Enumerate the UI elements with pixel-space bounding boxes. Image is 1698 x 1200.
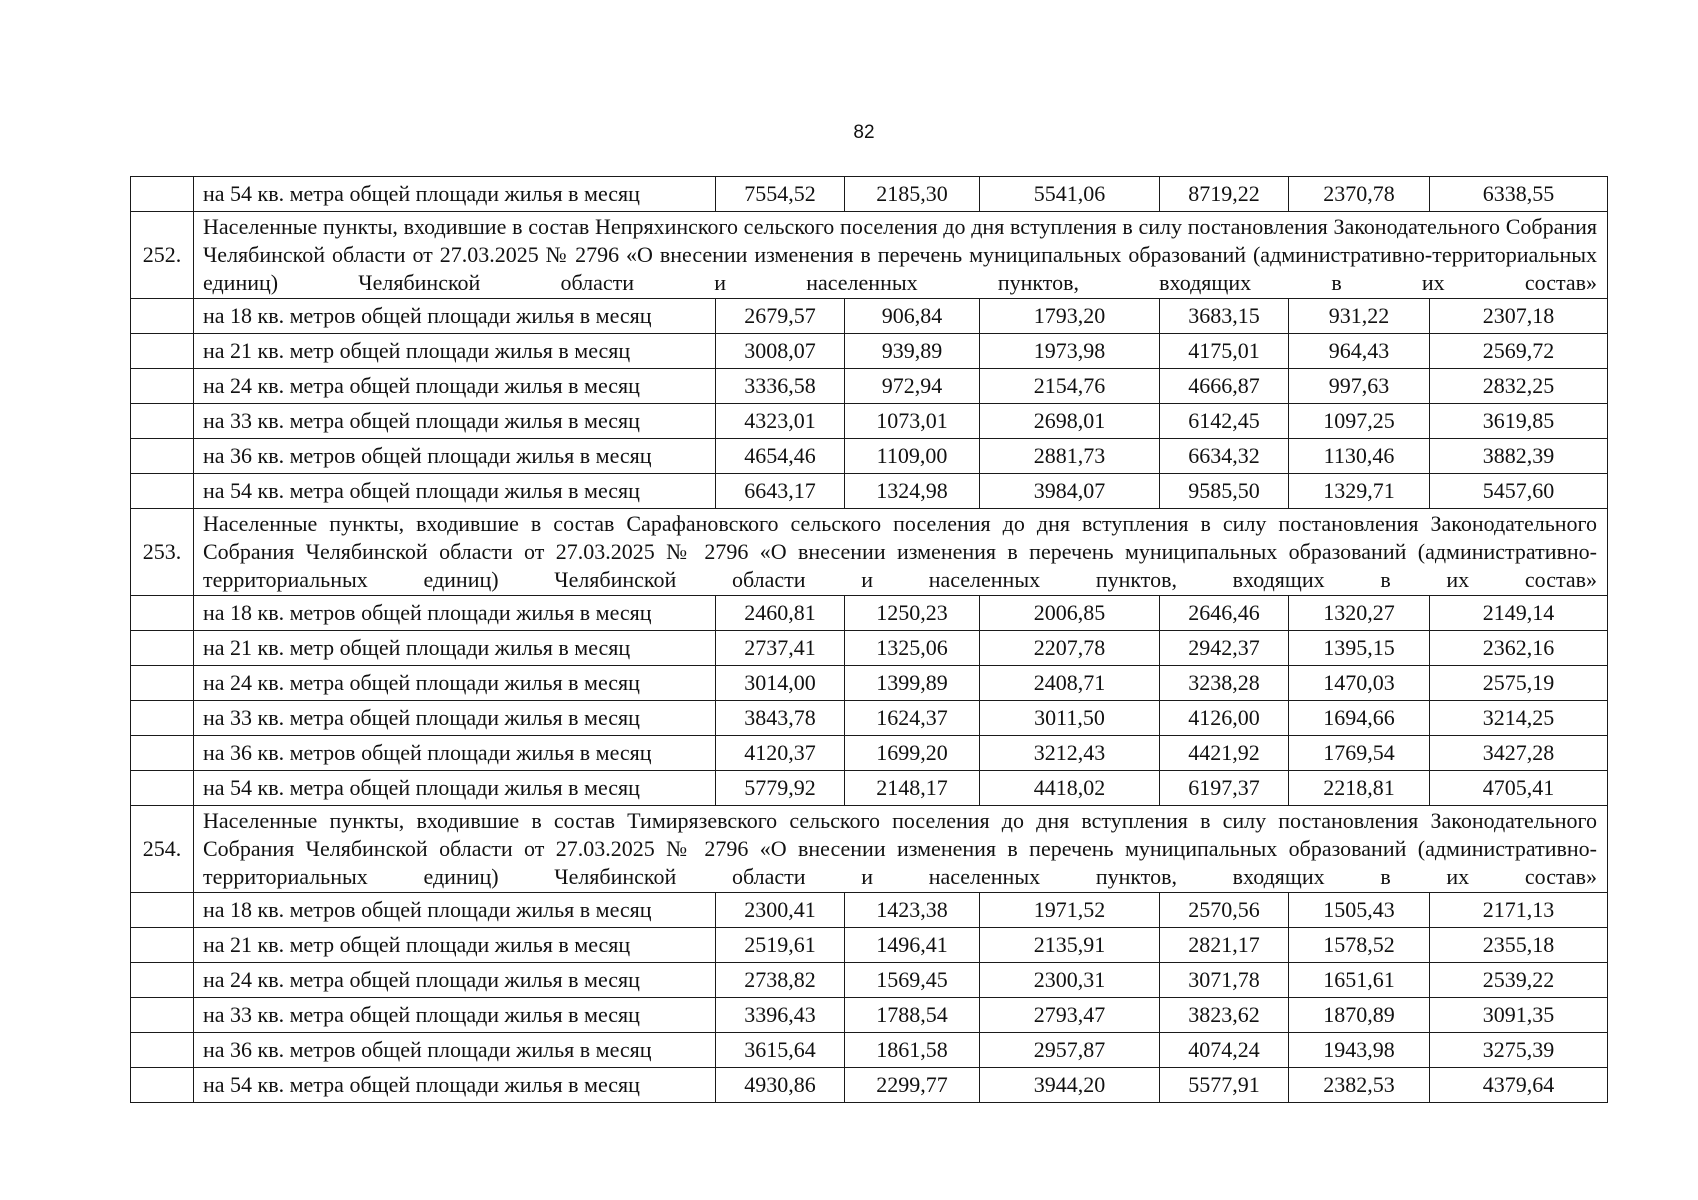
value-cell: 3091,35	[1430, 998, 1608, 1033]
table-row	[131, 1033, 1608, 1068]
value-cell: 4654,46	[716, 439, 845, 474]
row-label: на 21 кв. метр общей площади жилья в месяц	[194, 334, 716, 369]
value-cell: 3275,39	[1430, 1033, 1608, 1068]
table-row	[131, 998, 1608, 1033]
value-cell: 2382,53	[1289, 1068, 1430, 1103]
row-number-cell	[131, 596, 194, 631]
table-row	[131, 369, 1608, 404]
row-label: на 54 кв. метра общей площади жилья в месяц	[194, 1068, 716, 1103]
row-number-cell	[131, 404, 194, 439]
value-cell: 5779,92	[716, 771, 845, 806]
row-number-cell	[131, 666, 194, 701]
value-cell: 2737,41	[716, 631, 845, 666]
row-label: на 36 кв. метров общей площади жилья в месяц	[194, 1033, 716, 1068]
row-number-cell	[131, 928, 194, 963]
value-cell: 1699,20	[845, 736, 980, 771]
value-cell: 1861,58	[845, 1033, 980, 1068]
value-cell: 2942,37	[1160, 631, 1289, 666]
value-cell: 4323,01	[716, 404, 845, 439]
value-cell: 4126,00	[1160, 701, 1289, 736]
value-cell: 3843,78	[716, 701, 845, 736]
row-number-cell	[131, 177, 194, 212]
row-number-cell	[131, 771, 194, 806]
value-cell: 2575,19	[1430, 666, 1608, 701]
value-cell: 9585,50	[1160, 474, 1289, 509]
value-cell: 2881,73	[980, 439, 1160, 474]
value-cell: 6142,45	[1160, 404, 1289, 439]
table-row	[131, 177, 1608, 212]
value-cell: 2698,01	[980, 404, 1160, 439]
table-row	[131, 474, 1608, 509]
table-row	[131, 334, 1608, 369]
row-label: на 33 кв. метра общей площади жилья в месяц	[194, 404, 716, 439]
row-number-cell	[131, 893, 194, 928]
value-cell: 2957,87	[980, 1033, 1160, 1068]
value-cell: 3336,58	[716, 369, 845, 404]
value-cell: 2519,61	[716, 928, 845, 963]
section-number: 254.	[131, 806, 194, 893]
value-cell: 1788,54	[845, 998, 980, 1033]
value-cell: 1578,52	[1289, 928, 1430, 963]
value-cell: 3212,43	[980, 736, 1160, 771]
row-label: на 18 кв. метров общей площади жилья в месяц	[194, 893, 716, 928]
value-cell: 906,84	[845, 299, 980, 334]
table-row	[131, 771, 1608, 806]
table-row	[131, 299, 1608, 334]
value-cell: 2460,81	[716, 596, 845, 631]
value-cell: 1505,43	[1289, 893, 1430, 928]
section-header-row	[131, 212, 1608, 299]
value-cell: 1694,66	[1289, 701, 1430, 736]
value-cell: 2148,17	[845, 771, 980, 806]
row-number-cell	[131, 998, 194, 1033]
row-label: на 36 кв. метров общей площади жилья в месяц	[194, 736, 716, 771]
value-cell: 1973,98	[980, 334, 1160, 369]
row-label: на 33 кв. метра общей площади жилья в месяц	[194, 998, 716, 1033]
value-cell: 7554,52	[716, 177, 845, 212]
value-cell: 6338,55	[1430, 177, 1608, 212]
row-number-cell	[131, 439, 194, 474]
value-cell: 2832,25	[1430, 369, 1608, 404]
value-cell: 997,63	[1289, 369, 1430, 404]
table-row	[131, 666, 1608, 701]
value-cell: 3238,28	[1160, 666, 1289, 701]
value-cell: 4120,37	[716, 736, 845, 771]
row-label: на 24 кв. метра общей площади жилья в месяц	[194, 963, 716, 998]
value-cell: 3944,20	[980, 1068, 1160, 1103]
value-cell: 1624,37	[845, 701, 980, 736]
value-cell: 2307,18	[1430, 299, 1608, 334]
value-cell: 2355,18	[1430, 928, 1608, 963]
value-cell: 5541,06	[980, 177, 1160, 212]
value-cell: 931,22	[1289, 299, 1430, 334]
value-cell: 2154,76	[980, 369, 1160, 404]
value-cell: 3823,62	[1160, 998, 1289, 1033]
value-cell: 3008,07	[716, 334, 845, 369]
value-cell: 1870,89	[1289, 998, 1430, 1033]
value-cell: 2300,31	[980, 963, 1160, 998]
row-number-cell	[131, 736, 194, 771]
value-cell: 2171,13	[1430, 893, 1608, 928]
value-cell: 1324,98	[845, 474, 980, 509]
value-cell: 1423,38	[845, 893, 980, 928]
table-row	[131, 404, 1608, 439]
value-cell: 1470,03	[1289, 666, 1430, 701]
table-body	[131, 177, 1608, 1103]
row-label: на 21 кв. метр общей площади жилья в месяц	[194, 631, 716, 666]
value-cell: 972,94	[845, 369, 980, 404]
value-cell: 3011,50	[980, 701, 1160, 736]
value-cell: 2679,57	[716, 299, 845, 334]
table-row	[131, 928, 1608, 963]
value-cell: 3615,64	[716, 1033, 845, 1068]
value-cell: 6197,37	[1160, 771, 1289, 806]
value-cell: 2646,46	[1160, 596, 1289, 631]
row-label: на 21 кв. метр общей площади жилья в месяц	[194, 928, 716, 963]
value-cell: 1073,01	[845, 404, 980, 439]
value-cell: 4175,01	[1160, 334, 1289, 369]
table-row	[131, 736, 1608, 771]
value-cell: 4379,64	[1430, 1068, 1608, 1103]
section-description: Населенные пункты, входившие в состав Непряхинского сельского поселения до дня вступления в силу постановления Законодательного Собрания Челябинской области от 27.03.2025 № 2796 «О внесении изменения в перечень муниципальных образований (административно-территориальных единиц) Челябинской области и населенных пунктов, входящих в их состав»	[194, 212, 1608, 299]
value-cell: 1250,23	[845, 596, 980, 631]
row-number-cell	[131, 631, 194, 666]
value-cell: 4666,87	[1160, 369, 1289, 404]
value-cell: 1130,46	[1289, 439, 1430, 474]
section-description: Населенные пункты, входившие в состав Тимирязевского сельского поселения до дня вступления в силу постановления Законодательного Собрания Челябинской области от 27.03.2025 № 2796 «О внесении изменения в перечень муниципальных образований (административно-территориальных единиц) Челябинской области и населенных пунктов, входящих в их состав»	[194, 806, 1608, 893]
value-cell: 2185,30	[845, 177, 980, 212]
value-cell: 5577,91	[1160, 1068, 1289, 1103]
value-cell: 2539,22	[1430, 963, 1608, 998]
value-cell: 4074,24	[1160, 1033, 1289, 1068]
value-cell: 1971,52	[980, 893, 1160, 928]
table-row	[131, 596, 1608, 631]
section-description: Населенные пункты, входившие в состав Сарафановского сельского поселения до дня вступления в силу постановления Законодательного Собрания Челябинской области от 27.03.2025 № 2796 «О внесении изменения в перечень муниципальных образований (административно-территориальных единиц) Челябинской области и населенных пунктов, входящих в их состав»	[194, 509, 1608, 596]
value-cell: 2135,91	[980, 928, 1160, 963]
value-cell: 3396,43	[716, 998, 845, 1033]
section-header-row	[131, 509, 1608, 596]
value-cell: 1496,41	[845, 928, 980, 963]
value-cell: 3214,25	[1430, 701, 1608, 736]
value-cell: 3882,39	[1430, 439, 1608, 474]
row-number-cell	[131, 963, 194, 998]
value-cell: 3014,00	[716, 666, 845, 701]
value-cell: 2362,16	[1430, 631, 1608, 666]
value-cell: 1395,15	[1289, 631, 1430, 666]
value-cell: 964,43	[1289, 334, 1430, 369]
value-cell: 1943,98	[1289, 1033, 1430, 1068]
value-cell: 4418,02	[980, 771, 1160, 806]
value-cell: 3619,85	[1430, 404, 1608, 439]
page-number: 82	[853, 122, 875, 143]
value-cell: 1097,25	[1289, 404, 1430, 439]
value-cell: 3427,28	[1430, 736, 1608, 771]
row-label: на 54 кв. метра общей площади жилья в месяц	[194, 771, 716, 806]
row-label: на 54 кв. метра общей площади жилья в месяц	[194, 474, 716, 509]
value-cell: 3984,07	[980, 474, 1160, 509]
row-number-cell	[131, 334, 194, 369]
row-label: на 18 кв. метров общей площади жилья в месяц	[194, 299, 716, 334]
row-number-cell	[131, 474, 194, 509]
row-label: на 24 кв. метра общей площади жилья в месяц	[194, 666, 716, 701]
table-row	[131, 439, 1608, 474]
row-number-cell	[131, 701, 194, 736]
tariff-table	[130, 176, 1608, 1103]
row-number-cell	[131, 369, 194, 404]
value-cell: 3683,15	[1160, 299, 1289, 334]
value-cell: 2738,82	[716, 963, 845, 998]
value-cell: 2299,77	[845, 1068, 980, 1103]
value-cell: 2218,81	[1289, 771, 1430, 806]
value-cell: 2370,78	[1289, 177, 1430, 212]
section-number: 253.	[131, 509, 194, 596]
value-cell: 6643,17	[716, 474, 845, 509]
value-cell: 1109,00	[845, 439, 980, 474]
table-row	[131, 631, 1608, 666]
row-label: на 24 кв. метра общей площади жилья в месяц	[194, 369, 716, 404]
value-cell: 2569,72	[1430, 334, 1608, 369]
value-cell: 1325,06	[845, 631, 980, 666]
row-number-cell	[131, 299, 194, 334]
value-cell: 1793,20	[980, 299, 1160, 334]
value-cell: 2570,56	[1160, 893, 1289, 928]
value-cell: 2821,17	[1160, 928, 1289, 963]
value-cell: 2408,71	[980, 666, 1160, 701]
value-cell: 4421,92	[1160, 736, 1289, 771]
value-cell: 4705,41	[1430, 771, 1608, 806]
value-cell: 2300,41	[716, 893, 845, 928]
section-number: 252.	[131, 212, 194, 299]
value-cell: 2006,85	[980, 596, 1160, 631]
value-cell: 1769,54	[1289, 736, 1430, 771]
value-cell: 3071,78	[1160, 963, 1289, 998]
value-cell: 939,89	[845, 334, 980, 369]
row-label: на 54 кв. метра общей площади жилья в месяц	[194, 177, 716, 212]
row-label: на 36 кв. метров общей площади жилья в месяц	[194, 439, 716, 474]
value-cell: 1569,45	[845, 963, 980, 998]
value-cell: 1399,89	[845, 666, 980, 701]
value-cell: 4930,86	[716, 1068, 845, 1103]
table-row	[131, 893, 1608, 928]
row-label: на 18 кв. метров общей площади жилья в месяц	[194, 596, 716, 631]
value-cell: 2793,47	[980, 998, 1160, 1033]
row-label: на 33 кв. метра общей площади жилья в месяц	[194, 701, 716, 736]
section-header-row	[131, 806, 1608, 893]
value-cell: 2207,78	[980, 631, 1160, 666]
row-number-cell	[131, 1033, 194, 1068]
value-cell: 2149,14	[1430, 596, 1608, 631]
row-number-cell	[131, 1068, 194, 1103]
table-row	[131, 963, 1608, 998]
table-row	[131, 701, 1608, 736]
value-cell: 6634,32	[1160, 439, 1289, 474]
table-row	[131, 1068, 1608, 1103]
value-cell: 1651,61	[1289, 963, 1430, 998]
value-cell: 1329,71	[1289, 474, 1430, 509]
value-cell: 5457,60	[1430, 474, 1608, 509]
value-cell: 8719,22	[1160, 177, 1289, 212]
value-cell: 1320,27	[1289, 596, 1430, 631]
